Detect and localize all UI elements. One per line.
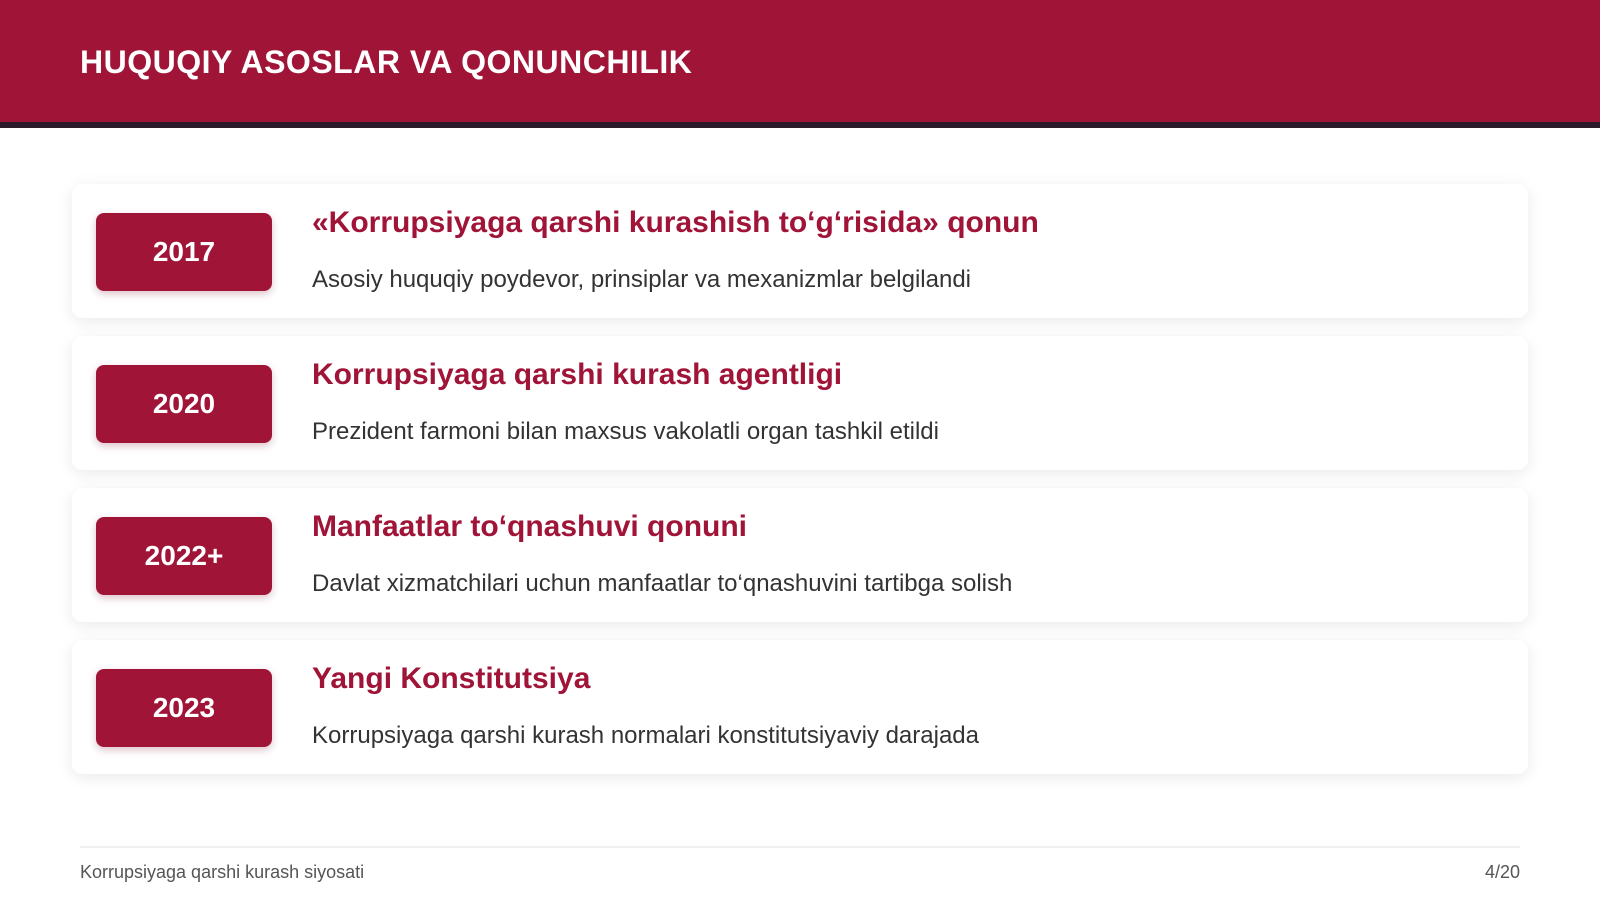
timeline-item-title: Manfaatlar to‘qnashuvi qonuni [312, 510, 748, 543]
slide-header [0, 0, 1600, 128]
year-badge: 2023 [96, 669, 272, 747]
slide-title: HUQUQIY ASOSLAR VA QONUNCHILIK [80, 44, 693, 80]
footer-presentation-title: Korrupsiyaga qarshi kurash siyosati [80, 862, 365, 882]
timeline-item [72, 184, 1528, 318]
timeline-item-title: Yangi Konstitutsiya [312, 662, 591, 695]
timeline-item [72, 336, 1528, 470]
timeline-list [72, 184, 1528, 792]
timeline-item-title: «Korrupsiyaga qarshi kurashish to‘g‘risida» qonun [312, 206, 1039, 239]
footer-divider [80, 846, 1520, 848]
timeline-item-description: Asosiy huquqiy poydevor, prinsiplar va mexanizmlar belgilandi [312, 266, 972, 293]
timeline-item-description: Prezident farmoni bilan maxsus vakolatli organ tashkil etildi [312, 418, 939, 445]
timeline-item [72, 640, 1528, 774]
year-badge: 2022+ [96, 517, 272, 595]
timeline-item [72, 488, 1528, 622]
year-badge: 2020 [96, 365, 272, 443]
timeline-item-title: Korrupsiyaga qarshi kurash agentligi [312, 358, 843, 391]
year-badge: 2017 [96, 213, 272, 291]
timeline-item-description: Davlat xizmatchilari uchun manfaatlar to‘qnashuvini tartibga solish [312, 570, 1013, 597]
page-number: 4/20 [1484, 862, 1520, 882]
timeline-item-description: Korrupsiyaga qarshi kurash normalari konstitutsiyaviy darajada [312, 722, 979, 749]
